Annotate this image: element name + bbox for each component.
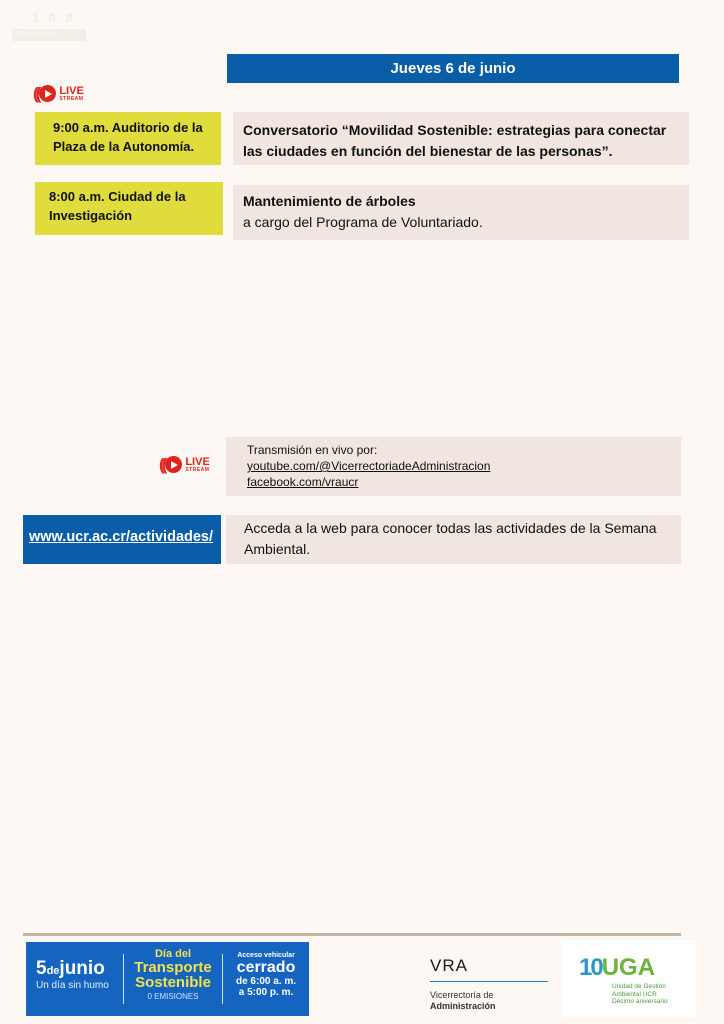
- banner-emissions: 0 EMISIONES: [147, 992, 199, 1001]
- event-description: [233, 112, 689, 165]
- event-detail: a cargo del Programa de Voluntariado.: [243, 214, 483, 230]
- banner-date-number: 5: [36, 958, 47, 979]
- banner-transport: Transporte: [134, 959, 212, 976]
- event-time: [35, 182, 223, 235]
- banner-access: Acceso vehicular: [237, 952, 295, 959]
- banner-date-month: junio: [59, 958, 105, 979]
- web-link-box: [23, 515, 221, 564]
- banner-from: de 6:00 a. m.: [235, 976, 297, 987]
- event-title: Mantenimiento de árboles: [243, 193, 416, 209]
- day-title: Jueves 6 de junio: [227, 54, 679, 83]
- banner-closed: cerrado: [236, 959, 296, 976]
- uga-line2: Ambiental UCR: [612, 990, 657, 998]
- banner-to: a 5:00 p. m.: [238, 987, 294, 998]
- vra-acronym: VRA: [430, 956, 468, 975]
- uga-acronym: UGA: [601, 954, 656, 981]
- event-time-text: 8:00 a.m. Ciudad de la Investigación: [49, 189, 186, 223]
- uga-line3: Décimo aniversario: [612, 998, 668, 1005]
- event-title: Conversatorio “Movilidad Sostenible: estrategias para conectar las ciudades en función del bienestar de las personas”.: [243, 122, 667, 159]
- live-stream-icon: (( LIVE STREAM: [33, 84, 84, 103]
- facebook-link[interactable]: facebook.com/vraucr: [247, 475, 359, 489]
- web-info: [226, 515, 681, 564]
- stream-info: [226, 437, 681, 496]
- uga-logo: [561, 940, 696, 1017]
- faint-label: ANIVERSARIO: [12, 29, 86, 41]
- event-description: [233, 185, 689, 240]
- banner-sustainable: Sostenible: [135, 974, 211, 991]
- stream-intro: Transmisión en vivo por:: [247, 443, 378, 457]
- footer-divider: [23, 933, 681, 936]
- faint-number: 1 0 8: [32, 10, 76, 25]
- vra-logo: [430, 956, 548, 1012]
- live-label: LIVE: [185, 455, 210, 468]
- event-time: [35, 112, 221, 165]
- youtube-link[interactable]: youtube.com/@VicerrectoriadeAdministracion: [247, 459, 491, 473]
- uga-line1: Unidad de Gestión: [612, 983, 666, 990]
- live-label: LIVE: [59, 84, 84, 97]
- web-info-text: Acceda a la web para conocer todas las actividades de la Semana Ambiental.: [244, 520, 657, 557]
- uga-number: 10: [579, 954, 602, 981]
- activities-link[interactable]: www.ucr.ac.cr/actividades/: [29, 529, 214, 545]
- live-stream-icon: (( LIVE STREAM: [159, 455, 210, 474]
- vra-line1: Vicerrectoría de: [430, 990, 494, 1000]
- stream-label: STREAM: [185, 466, 210, 473]
- banner-day-of: Día del: [154, 948, 192, 960]
- faint-anniversary-mark: [12, 10, 86, 41]
- banner-date-de: de: [46, 965, 60, 977]
- event-time-text: 9:00 a.m. Auditorio de la Plaza de la Autonomía.: [53, 120, 203, 154]
- stream-label: STREAM: [59, 95, 84, 102]
- banner-tagline: Un día sin humo: [36, 980, 109, 991]
- vra-line2: Administración: [430, 1001, 496, 1011]
- transport-day-banner: [26, 942, 309, 1016]
